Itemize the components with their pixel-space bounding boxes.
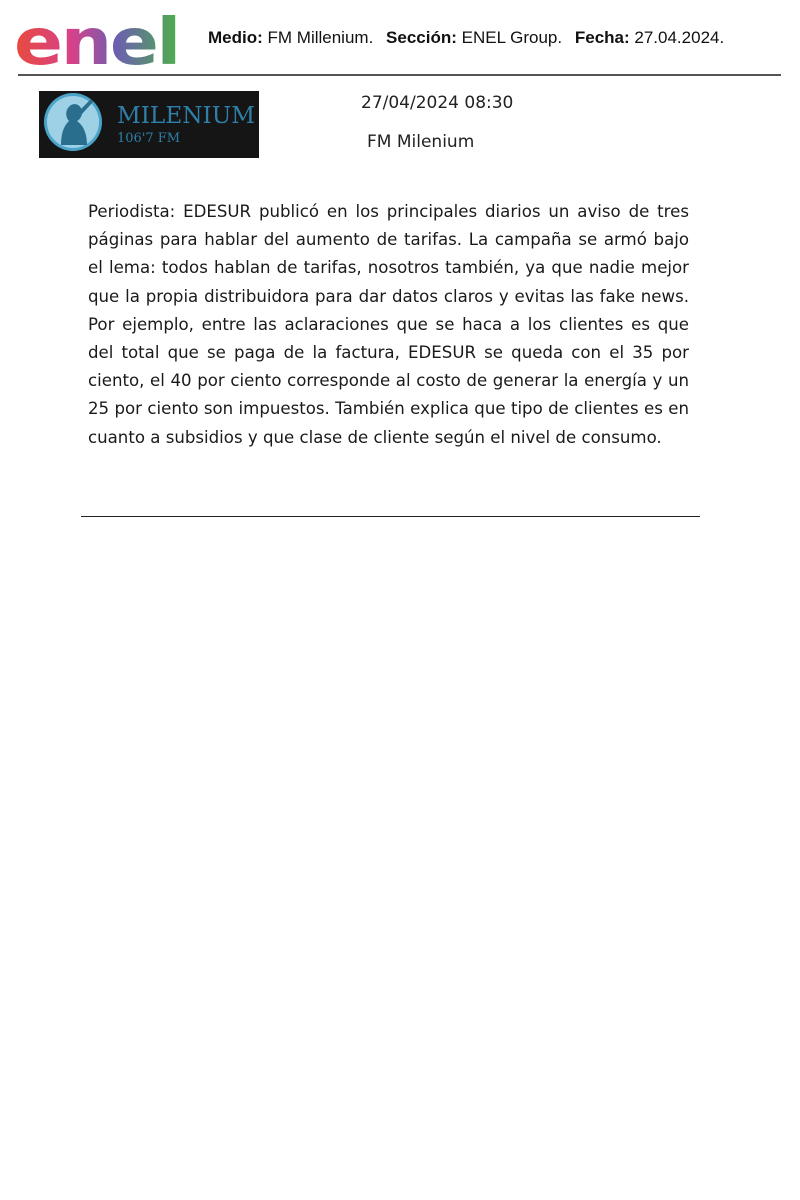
medio-label: Medio: (208, 28, 263, 47)
medio-value: FM Millenium. (267, 28, 374, 47)
enel-logo-graphic (14, 6, 184, 72)
seccion-value: ENEL Group. (461, 28, 563, 47)
milenium-logo-frequency: 106'7 FM (117, 131, 181, 146)
news-datetime: 27/04/2024 08:30 (361, 93, 514, 113)
milenium-logo-graphic (39, 91, 259, 158)
footer-divider (81, 516, 700, 517)
header-divider (18, 74, 781, 76)
fecha-value: 27.04.2024. (634, 28, 725, 47)
enel-logo (14, 6, 184, 72)
header-meta (208, 28, 724, 48)
seccion-label: Sección: (386, 28, 457, 47)
milenium-logo-name: MILENIUM (117, 103, 255, 129)
milenium-logo (39, 91, 259, 158)
article-body: Periodista: EDESUR publicó en los principales diarios un aviso de tres páginas para hablar del aumento de tarifas. La campaña se armó bajo el lema: todos hablan de tarifas, nosotros también, ya que nadie mejor que la propia distribuidora para dar datos claros y evitas las fake news. Por ejemplo, entre las aclaraciones que se haca a los clientes es que del total que se paga de la factura, EDESUR se queda con el 35 por ciento, el 40 por ciento corresponde al costo de generar la energía y un 25 por ciento son impuestos. También explica que tipo de clientes es en cuanto a subsidios y que clase de cliente según el nivel de consumo. (88, 202, 689, 447)
news-outlet: FM Milenium (367, 132, 475, 152)
enel-logo-text: enel (14, 6, 179, 72)
fecha-label: Fecha: (574, 28, 630, 47)
